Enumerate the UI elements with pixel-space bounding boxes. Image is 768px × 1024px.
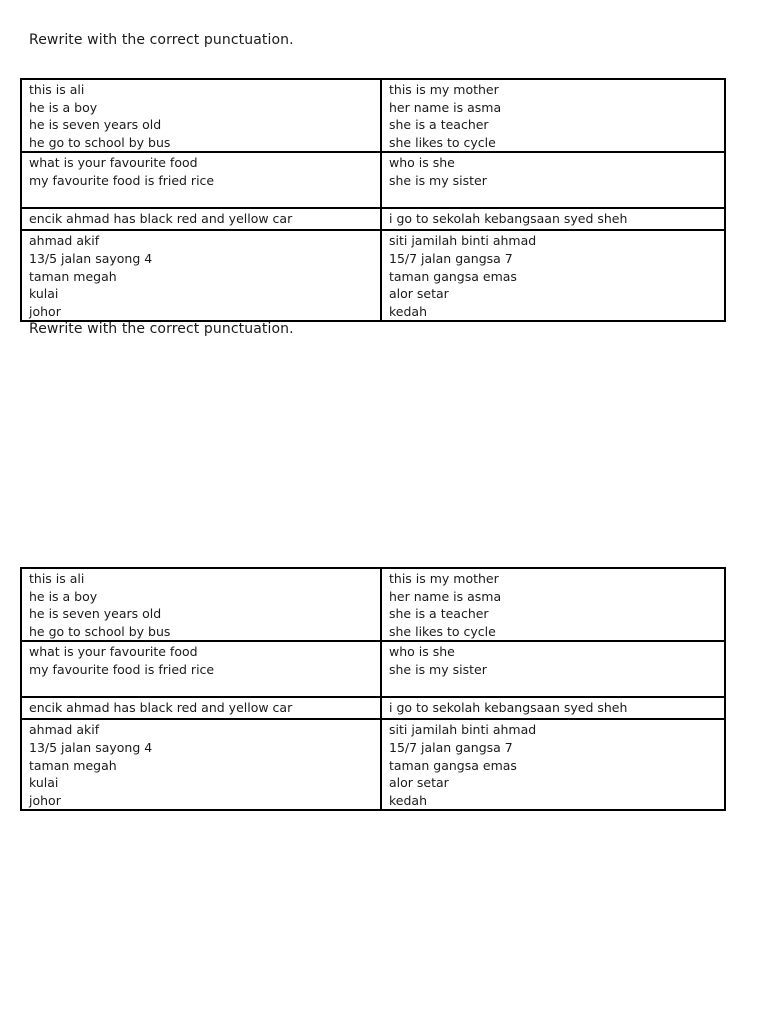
instruction-heading-1: Rewrite with the correct punctuation. xyxy=(29,32,294,48)
sentence-line: she likes to cycle xyxy=(389,134,496,150)
exercise-cell-left xyxy=(21,230,381,321)
exercise-cell-right xyxy=(381,208,725,230)
address-line: taman gangsa emas xyxy=(389,268,517,284)
address-line: kulai xyxy=(29,286,59,302)
sentence-line: he go to school by bus xyxy=(29,134,171,150)
exercise-cell-right xyxy=(381,568,725,641)
exercise-row xyxy=(21,697,725,719)
worksheet-table-1 xyxy=(20,78,726,322)
sentence-line: he is a boy xyxy=(29,588,98,604)
address-line: johor xyxy=(29,303,61,319)
address-line: johor xyxy=(29,792,61,808)
exercise-row xyxy=(21,230,725,321)
sentence-line: this is my mother xyxy=(389,571,499,586)
exercise-row xyxy=(21,719,725,810)
sentence-line: what is your favourite food xyxy=(29,644,198,660)
sentence-line: she is my sister xyxy=(389,661,487,677)
exercise-cell-right xyxy=(381,697,725,719)
exercise-cell-right xyxy=(381,152,725,208)
address-line: ahmad akif xyxy=(29,722,100,738)
sentence-line: he is a boy xyxy=(29,99,98,115)
sentence-line: this is ali xyxy=(29,571,85,586)
address-line: 15/7 jalan gangsa 7 xyxy=(389,250,513,266)
exercise-row xyxy=(21,79,725,152)
address-line: siti jamilah binti ahmad xyxy=(389,722,537,738)
exercise-row xyxy=(21,208,725,230)
sentence-line: i go to sekolah kebangsaan syed sheh xyxy=(389,700,628,716)
address-line: taman gangsa emas xyxy=(389,757,517,773)
exercise-cell-left xyxy=(21,208,381,230)
sentence-line: he is seven years old xyxy=(29,117,162,133)
exercise-cell-left xyxy=(21,641,381,697)
exercise-row xyxy=(21,641,725,697)
exercise-cell-left xyxy=(21,152,381,208)
sentence-line: my favourite food is fried rice xyxy=(29,661,215,677)
sentence-line: my favourite food is fried rice xyxy=(29,172,215,188)
exercise-cell-left xyxy=(21,719,381,810)
exercise-cell-left xyxy=(21,568,381,641)
sentence-line: she is a teacher xyxy=(389,606,489,622)
sentence-line: she is a teacher xyxy=(389,117,489,133)
exercise-cell-right xyxy=(381,230,725,321)
exercise-cell-right xyxy=(381,641,725,697)
address-line: siti jamilah binti ahmad xyxy=(389,233,537,249)
sentence-line: her name is asma xyxy=(389,588,502,604)
address-line: alor setar xyxy=(389,286,449,302)
instruction-heading-2: Rewrite with the correct punctuation. xyxy=(29,321,294,337)
exercise-cell-right xyxy=(381,719,725,810)
sentence-line: she likes to cycle xyxy=(389,623,496,639)
address-line: alor setar xyxy=(389,775,449,791)
address-line: ahmad akif xyxy=(29,233,100,249)
sentence-line: encik ahmad has black red and yellow car xyxy=(29,211,293,227)
sentence-line: who is she xyxy=(389,644,455,660)
sentence-line: this is ali xyxy=(29,82,85,97)
exercise-row xyxy=(21,568,725,641)
address-line: 13/5 jalan sayong 4 xyxy=(29,739,153,755)
sentence-line: who is she xyxy=(389,155,455,171)
exercise-cell-left xyxy=(21,79,381,152)
address-line: taman megah xyxy=(29,268,117,284)
sentence-line: i go to sekolah kebangsaan syed sheh xyxy=(389,211,628,227)
address-line: kedah xyxy=(389,792,428,808)
sentence-line: what is your favourite food xyxy=(29,155,198,171)
sentence-line: she is my sister xyxy=(389,172,487,188)
exercise-cell-left xyxy=(21,697,381,719)
address-line: taman megah xyxy=(29,757,117,773)
sentence-line: this is my mother xyxy=(389,82,499,97)
address-line: 15/7 jalan gangsa 7 xyxy=(389,739,513,755)
worksheet-table-2 xyxy=(20,567,726,811)
sentence-line: her name is asma xyxy=(389,99,502,115)
address-line: kedah xyxy=(389,303,428,319)
sentence-line: he go to school by bus xyxy=(29,623,171,639)
address-line: 13/5 jalan sayong 4 xyxy=(29,250,153,266)
sentence-line: he is seven years old xyxy=(29,606,162,622)
address-line: kulai xyxy=(29,775,59,791)
exercise-cell-right xyxy=(381,79,725,152)
sentence-line: encik ahmad has black red and yellow car xyxy=(29,700,293,716)
exercise-row xyxy=(21,152,725,208)
